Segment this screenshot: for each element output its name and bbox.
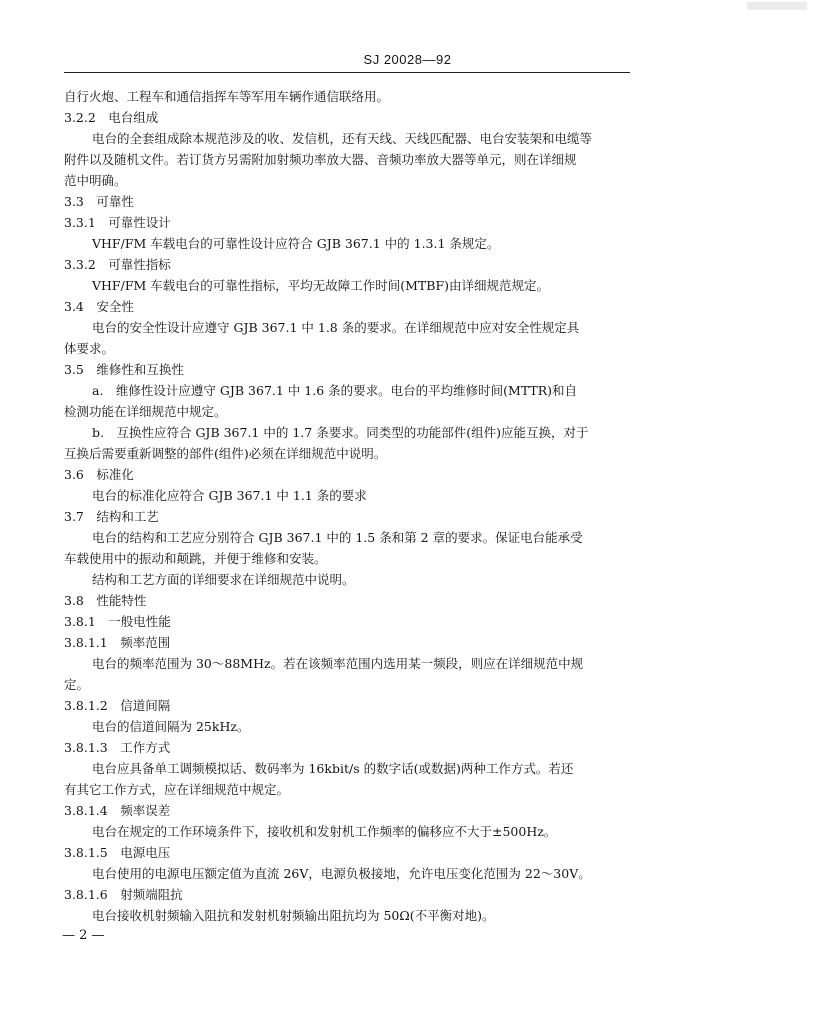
section-heading: 3.8.1.6 射频端阻抗 bbox=[64, 887, 183, 902]
header-rule bbox=[64, 72, 630, 73]
section-heading: 3.4 安全性 bbox=[64, 299, 134, 314]
section-heading: 3.6 标准化 bbox=[64, 467, 134, 482]
text-line: 定。 bbox=[64, 677, 90, 692]
text-line: 电台的全套组成除本规范涉及的收、发信机，还有天线、天线匹配器、电台安装架和电缆等 bbox=[92, 131, 593, 146]
text-line: 范中明确。 bbox=[64, 173, 127, 188]
text-line: VHF/FM 车载电台的可靠性设计应符合 GJB 367.1 中的 1.3.1 条规定。 bbox=[92, 236, 500, 251]
section-heading: 3.8.1.2 信道间隔 bbox=[64, 698, 171, 713]
text-line: VHF/FM 车载电台的可靠性指标，平均无故障工作时间(MTBF)由详细规范规定。 bbox=[92, 278, 550, 293]
section-heading: 3.3 可靠性 bbox=[64, 194, 134, 209]
text-line: 电台的结构和工艺应分别符合 GJB 367.1 中的 1.5 条和第 2 章的要求。保证电台能承受 bbox=[92, 530, 583, 545]
document-code: SJ 20028—92 bbox=[363, 52, 452, 67]
text-line: 电台接收机射频输入阻抗和发射机射频输出阻抗均为 50Ω(不平衡对地)。 bbox=[92, 908, 495, 923]
section-heading: 3.3.1 可靠性设计 bbox=[64, 215, 171, 230]
text-line: 结构和工艺方面的详细要求在详细规范中说明。 bbox=[92, 572, 355, 587]
section-heading: 3.8.1.3 工作方式 bbox=[64, 740, 171, 755]
text-line: b. 互换性应符合 GJB 367.1 中的 1.7 条要求。同类型的功能部件(组件)应能互换，对于 bbox=[92, 425, 589, 440]
text-line: 电台的信道间隔为 25kHz。 bbox=[92, 719, 250, 734]
section-heading: 3.8.1.1 频率范围 bbox=[64, 635, 171, 650]
section-heading: 3.8.1 一般电性能 bbox=[64, 614, 171, 629]
text-line: 自行火炮、工程车和通信指挥车等军用车辆作通信联络用。 bbox=[64, 89, 390, 104]
section-heading: 3.3.2 可靠性指标 bbox=[64, 257, 171, 272]
text-line: 互换后需要重新调整的部件(组件)必须在详细规范中说明。 bbox=[64, 446, 387, 461]
text-line: 附件以及随机文件。若订货方另需附加射频功率放大器、音频功率放大器等单元，则在详细规 bbox=[64, 152, 577, 167]
text-line: 检测功能在详细规范中规定。 bbox=[64, 404, 227, 419]
text-line: 电台在规定的工作环境条件下，接收机和发射机工作频率的偏移应不大于±500Hz。 bbox=[92, 824, 557, 839]
text-line: 有其它工作方式，应在详细规范中规定。 bbox=[64, 782, 290, 797]
page-number: — 2 — bbox=[62, 928, 105, 943]
text-line: 电台应具备单工调频模拟话、数码率为 16kbit/s 的数字话(或数据)两种工作方式。若还 bbox=[92, 761, 574, 776]
text-line: 电台使用的电源电压额定值为直流 26V，电源负极接地，允许电压变化范围为 22～30V。 bbox=[92, 866, 591, 881]
section-heading: 3.7 结构和工艺 bbox=[64, 509, 159, 524]
text-line: a. 维修性设计应遵守 GJB 367.1 中 1.6 条的要求。电台的平均维修时间(MTTR)和自 bbox=[92, 383, 578, 398]
text-line: 电台的安全性设计应遵守 GJB 367.1 中 1.8 条的要求。在详细规范中应对安全性规定具 bbox=[92, 320, 580, 335]
section-heading: 3.8 性能特性 bbox=[64, 593, 147, 608]
section-heading: 3.8.1.5 电源电压 bbox=[64, 845, 171, 860]
text-line: 车载使用中的振动和颠跳，并便于维修和安装。 bbox=[64, 551, 327, 566]
scan-stamp bbox=[747, 2, 807, 10]
text-line: 体要求。 bbox=[64, 341, 115, 356]
section-heading: 3.2.2 电台组成 bbox=[64, 110, 159, 125]
text-line: 电台的标准化应符合 GJB 367.1 中 1.1 条的要求 bbox=[92, 488, 367, 503]
section-heading: 3.5 维修性和互换性 bbox=[64, 362, 184, 377]
section-heading: 3.8.1.4 频率误差 bbox=[64, 803, 171, 818]
text-line: 电台的频率范围为 30～88MHz。若在该频率范围内选用某一频段，则应在详细规范中规 bbox=[92, 656, 584, 671]
